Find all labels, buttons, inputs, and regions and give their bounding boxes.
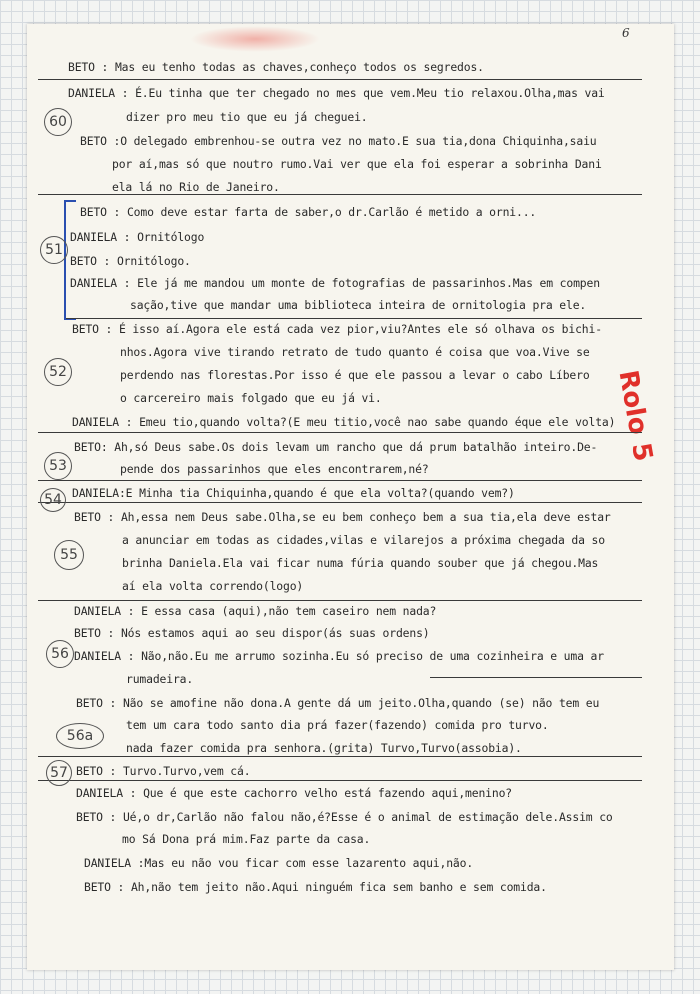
script-line: ela lá no Rio de Janeiro. <box>112 180 280 194</box>
script-line: DANIELA : Ele já me mandou um monte de fotografias de passarinhos.Mas em compen <box>70 276 600 290</box>
separator-rule <box>66 318 642 319</box>
separator-rule <box>38 194 642 195</box>
separator-rule <box>38 79 642 80</box>
margin-number: 56a <box>56 723 104 749</box>
script-line: BETO : É isso aí.Agora ele está cada vez pior,viu?Antes ele só olhava os bichi- <box>72 322 602 336</box>
script-line: BETO : Ah,não tem jeito não.Aqui ninguém fica sem banho e sem comida. <box>84 880 547 894</box>
script-line: BETO : Ornitólogo. <box>70 254 191 268</box>
script-line: BETO : Ué,o dr,Carlão não falou não,é?Esse é o animal de estimação dele.Assim co <box>76 810 613 824</box>
separator-rule <box>430 677 642 678</box>
margin-number: 52 <box>44 358 72 386</box>
page-number: 6 <box>622 26 630 40</box>
script-line: BETO : Não se amofine não dona.A gente dá um jeito.Olha,quando (se) não tem eu <box>76 696 600 710</box>
script-line: dizer pro meu tio que eu já cheguei. <box>126 110 368 124</box>
script-line: DANIELA : Não,não.Eu me arrumo sozinha.Eu só preciso de uma cozinheira e uma ar <box>74 649 604 663</box>
script-line: DANIELA : Ornitólogo <box>70 230 205 244</box>
margin-number: 60 <box>44 108 72 136</box>
script-line: nhos.Agora vive tirando retrato de tudo quanto é coisa que voa.Vive se <box>120 345 590 359</box>
separator-rule <box>38 502 642 503</box>
script-line: DANIELA : É.Eu tinha que ter chegado no mes que vem.Meu tio relaxou.Olha,mas vai <box>68 86 605 100</box>
red-stamp-smudge <box>190 26 320 52</box>
script-line: BETO : Mas eu tenho todas as chaves,conheço todos os segredos. <box>68 60 484 74</box>
script-line: DANIELA : E essa casa (aqui),não tem caseiro nem nada? <box>74 604 437 618</box>
margin-number: 51 <box>40 236 68 264</box>
script-line: BETO :O delegado embrenhou-se outra vez no mato.E sua tia,dona Chiquinha,saiu <box>80 134 597 148</box>
margin-number: 55 <box>54 540 84 570</box>
script-line: brinha Daniela.Ela vai ficar numa fúria quando souber que já chegou.Mas <box>122 556 599 570</box>
script-line: DANIELA :Mas eu não vou ficar com esse lazarento aqui,não. <box>84 856 474 870</box>
script-line: por aí,mas só que noutro rumo.Vai ver que ela foi esperar a sobrinha Dani <box>112 157 602 171</box>
script-line: DANIELA : Que é que este cachorro velho está fazendo aqui,menino? <box>76 786 513 800</box>
script-line: BETO : Como deve estar farta de saber,o dr.Carlão é metido a orni... <box>80 205 537 219</box>
script-line: BETO : Ah,essa nem Deus sabe.Olha,se eu bem conheço bem a sua tia,ela deve estar <box>74 510 611 524</box>
script-line: pende dos passarinhos que eles encontrarem,né? <box>120 462 429 476</box>
script-line: sação,tive que mandar uma biblioteca inteira de ornitologia pra ele. <box>130 298 587 312</box>
script-line: rumadeira. <box>126 672 194 686</box>
margin-number: 53 <box>44 452 72 480</box>
script-line: mo Sá Dona prá mim.Faz parte da casa. <box>122 832 371 846</box>
margin-number: 57 <box>46 760 72 786</box>
separator-rule <box>38 756 642 757</box>
separator-rule <box>38 480 642 481</box>
script-line: o carcereiro mais folgado que eu já vi. <box>120 391 382 405</box>
script-line: BETO : Nós estamos aqui ao seu dispor(ás suas ordens) <box>74 626 430 640</box>
script-line: tem um cara todo santo dia prá fazer(fazendo) comida pro turvo. <box>126 718 549 732</box>
script-line: a anunciar em todas as cidades,vilas e vilarejos a próxima chegada da so <box>122 533 605 547</box>
separator-rule <box>38 780 642 781</box>
script-line: BETO : Turvo.Turvo,vem cá. <box>76 764 251 778</box>
separator-rule <box>38 600 642 601</box>
margin-number: 56 <box>46 640 74 668</box>
separator-rule <box>38 432 642 433</box>
script-line: aí ela volta correndo(logo) <box>122 579 304 593</box>
script-line: DANIELA:E Minha tia Chiquinha,quando é que ela volta?(quando vem?) <box>72 486 515 500</box>
script-line: perdendo nas florestas.Por isso é que ele passou a levar o cabo Líbero <box>120 368 590 382</box>
script-line: DANIELA : Emeu tio,quando volta?(E meu titio,você nao sabe quando éque ele volta) <box>72 415 616 429</box>
margin-number: 54 <box>40 488 66 512</box>
script-line: BETO: Ah,só Deus sabe.Os dois levam um rancho que dá prum batalhão inteiro.De- <box>74 440 598 454</box>
script-line: nada fazer comida pra senhora.(grita) Turvo,Turvo(assobia). <box>126 741 522 755</box>
